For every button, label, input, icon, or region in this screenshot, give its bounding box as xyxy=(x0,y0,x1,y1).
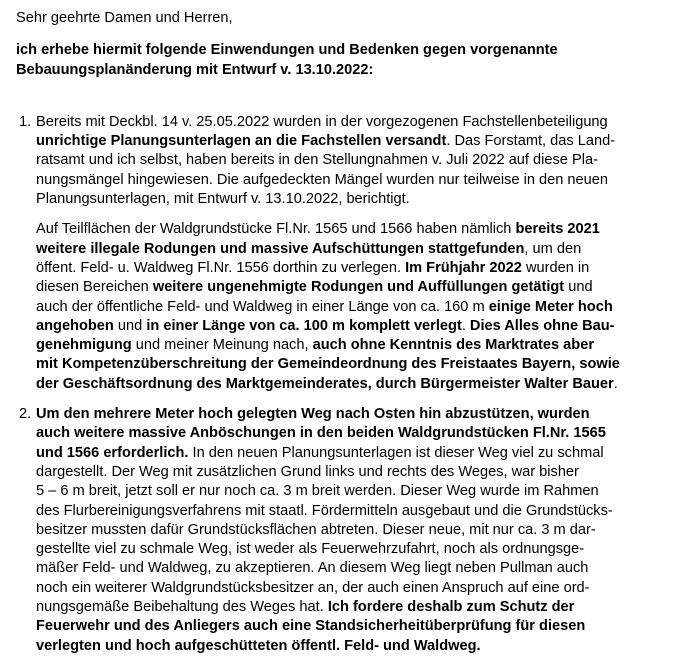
text-segment: . xyxy=(613,375,618,392)
text-line xyxy=(36,637,676,656)
text-segment: nungsmängel hingewiesen. Die aufgedeckten Mängel wurden nur teilweise in den neuen xyxy=(36,171,608,188)
text-segment: In den neuen Planungsunterlagen ist dieser Weg viel zu schmal xyxy=(188,444,604,461)
text-line xyxy=(36,579,676,598)
bold-text-segment: und 1566 erforderlich. xyxy=(36,444,189,461)
bold-text-segment: der Geschäftsordnung des Marktgemeinderates, durch Bürgermeister Walter Bauer xyxy=(36,375,614,392)
text-segment: . Das Forstamt, das Land- xyxy=(446,133,616,150)
text-line xyxy=(36,617,676,636)
objection-paragraph xyxy=(36,113,676,209)
letter-body xyxy=(16,9,676,656)
bold-text-segment: angehoben xyxy=(36,317,114,334)
text-segment: dargestellt. Der Weg mit zusätzlichen Grund links und rechts des Weges, war bisher xyxy=(36,463,579,480)
bold-text-segment: weitere illegale Rodungen und massive Aufschüttungen stattgefunden xyxy=(36,240,525,257)
text-segment: . xyxy=(461,317,470,334)
text-line xyxy=(36,559,676,578)
bold-text-segment: genehmigung xyxy=(36,337,132,354)
item-number: 2. xyxy=(19,406,32,423)
bold-text-segment: bereits 2021 xyxy=(515,221,600,238)
text-segment: Auf Teilflächen der Waldgrundstücke Fl.Nr. 1565 und 1566 haben nämlich xyxy=(36,221,516,238)
objection-paragraph xyxy=(36,220,676,394)
text-segment: und xyxy=(113,317,147,334)
text-line xyxy=(36,355,676,374)
text-segment: des Flurbereinigungsverfahrens mit staatl. Fördermitteln ausgebaut und die Grundstücks- xyxy=(36,502,613,519)
text-line xyxy=(36,405,676,424)
text-segment: mäßer Feld- und Waldweg, zu akzeptieren. An diesem Weg liegt neben Pullman auch xyxy=(36,560,589,577)
text-line xyxy=(36,113,676,132)
text-segment: 5 – 6 m breit, jetzt soll er nur noch ca. 3 m breit werden. Dieser Weg wurde im Rahmen xyxy=(36,483,599,500)
text-segment: ratsamt und ich selbst, haben bereits in den Stellungnahmen v. Juli 2022 auf diese Pla- xyxy=(36,152,598,169)
text-line xyxy=(36,220,676,239)
text-line xyxy=(36,132,676,151)
text-segment: gestellte viel zu schmale Weg, ist weder als Feuerwehrzufahrt, noch als ordnungsge- xyxy=(36,541,585,558)
item-number: 1. xyxy=(19,113,32,130)
bold-text-segment: Um den mehrere Meter hoch gelegten Weg nach Osten hin abzustützen, wurden xyxy=(36,406,590,423)
text-line xyxy=(36,240,676,259)
text-segment: und meiner Meinung nach, xyxy=(131,337,313,354)
bold-text-segment: Dies Alles ohne Bau- xyxy=(469,317,615,334)
objection-item xyxy=(16,113,676,394)
text-line xyxy=(36,317,676,336)
text-line xyxy=(36,521,676,540)
text-segment: wurden in xyxy=(521,259,590,276)
text-line xyxy=(36,278,676,297)
bold-text-segment: Ich fordere deshalb zum Schutz der xyxy=(327,599,575,616)
text-line xyxy=(36,259,676,278)
text-line xyxy=(36,151,676,170)
text-line xyxy=(36,540,676,559)
text-line xyxy=(36,190,676,209)
text-line xyxy=(36,171,676,190)
text-line xyxy=(36,502,676,521)
bold-text-segment: Feuerwehr und des Anliegers auch eine Standsicherheitüberprüfung für diesen xyxy=(36,618,586,635)
text-segment: besitzer mussten dafür Grundstücksflächen abtreten. Dieser neue, mit nur ca. 3 m dar- xyxy=(36,521,596,538)
bold-text-segment: in einer Länge von ca. 100 m komplett verlegt xyxy=(146,317,462,334)
text-line xyxy=(36,298,676,317)
bold-text-segment: auch weitere massive Anböschungen in den beiden Waldgrundstücken Fl.Nr. 1565 xyxy=(36,425,606,442)
text-segment: diesen Bereichen xyxy=(36,279,153,296)
text-line xyxy=(36,336,676,355)
bold-text-segment: mit Kompetenzüberschreitung der Gemeindeordnung des Freistaates Bayern, sowie xyxy=(36,356,620,373)
bold-text-segment: einige Meter hoch xyxy=(488,298,613,315)
text-line xyxy=(36,424,676,443)
bold-text-segment: auch ohne Kenntnis des Marktrates aber xyxy=(312,337,595,354)
intro-line: ich erhebe hiermit folgende Einwendungen und Bedenken gegen vorgenannte xyxy=(16,42,558,59)
text-segment: noch ein weiterer Waldgrundstücksbesitzer an, der auch einen Anspruch auf eine ord- xyxy=(36,579,590,596)
bold-text-segment: unrichtige Planungsunterlagen an die Fachstellen versandt xyxy=(36,133,447,150)
text-line xyxy=(36,482,676,501)
bold-text-segment: verlegten und hoch aufgeschütteten öffentl. Feld- und Waldweg. xyxy=(36,637,481,654)
text-segment: , um den xyxy=(524,240,582,257)
objection-paragraph xyxy=(36,405,676,656)
objection-list xyxy=(16,113,676,656)
text-line xyxy=(36,463,676,482)
bold-text-segment: weitere ungenehmigte Rodungen und Auffüllungen getätigt xyxy=(152,279,565,296)
objection-item xyxy=(16,405,676,656)
intro-statement xyxy=(16,41,676,80)
text-line xyxy=(36,375,676,394)
salutation: Sehr geehrte Damen und Herren, xyxy=(16,10,233,26)
intro-line: Bebauungsplanänderung mit Entwurf v. 13.10.2022: xyxy=(16,61,374,78)
text-segment: nungsgemäße Beibehaltung des Weges hat. xyxy=(36,599,328,616)
text-segment: öffent. Feld- u. Waldweg Fl.Nr. 1556 dorthin zu verlegen. xyxy=(36,259,406,276)
text-segment: und xyxy=(564,279,593,296)
text-line xyxy=(36,598,676,617)
text-segment: Bereits mit Deckbl. 14 v. 25.05.2022 wurden in der vorgezogenen Fachstellenbeteiligung xyxy=(36,113,608,130)
text-segment: auch der öffentliche Feld- und Waldweg in einer Länge von ca. 160 m xyxy=(36,298,489,315)
text-segment: Planungsunterlagen, mit Entwurf v. 13.10.2022, berichtigt. xyxy=(36,191,410,208)
bold-text-segment: Im Frühjahr 2022 xyxy=(405,259,522,276)
text-line xyxy=(36,444,676,463)
